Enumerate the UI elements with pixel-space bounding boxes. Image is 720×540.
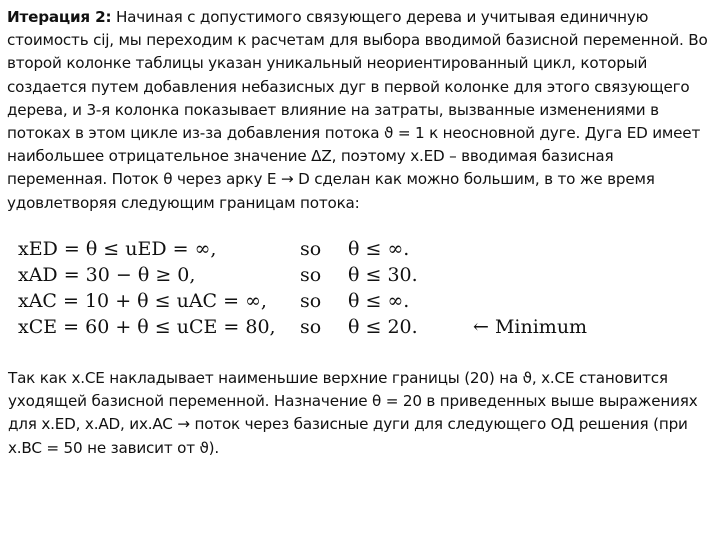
equation-bound: θ ≤ ∞. — [348, 290, 410, 312]
equation-so: so — [300, 238, 322, 260]
equation-bound: θ ≤ 20. — [348, 316, 418, 338]
equation-bound: θ ≤ 30. — [348, 264, 418, 286]
flow-bounds-equations — [18, 238, 658, 348]
equation-expression: xAD = 30 − θ ≥ 0, — [18, 264, 196, 286]
equation-row-ad — [18, 264, 658, 290]
equation-expression: xAC = 10 + θ ≤ uAC = ∞, — [18, 290, 267, 312]
paragraph-iteration-2 — [7, 6, 713, 215]
equation-row-ac — [18, 290, 658, 316]
iteration-heading: Итерация 2: — [7, 8, 112, 26]
equation-row-ce — [18, 316, 658, 342]
equation-so: so — [300, 290, 322, 312]
paragraph-1-text: Начиная с допустимого связующего дерева и учитывая единичную стоимость cij, мы переходим к расчетам для выбора вводимой базисной переменной. Во второй колонке таблицы указан уникальный неориентированный цикл, который создается путем добавления небазисных дуг в первой колонке для этого связующего дерева, и 3-я колонка показывает влияние на затраты, вызванные изменениями в потоках в этом цикле из-за добавления потока ϑ = 1 к неосновной дуге. Дуга ED имеет наибольшее отрицательное значение ΔZ, поэтому x.ED – вводимая базисная переменная. Поток θ через арку E → D сделан как можно большим, в то же время удовлетворяя следующим границам потока: — [7, 8, 708, 212]
equation-so: so — [300, 316, 322, 338]
minimum-arrow-note: ← Minimum — [473, 316, 588, 338]
equation-so: so — [300, 264, 322, 286]
equation-row-ed — [18, 238, 658, 264]
equation-bound: θ ≤ ∞. — [348, 238, 410, 260]
equation-expression: xED = θ ≤ uED = ∞, — [18, 238, 217, 260]
equation-expression: xCE = 60 + θ ≤ uCE = 80, — [18, 316, 276, 338]
paragraph-conclusion: Так как x.CE накладывает наименьшие верхние границы (20) на ϑ, x.CE становится уходящей базисной переменной. Назначение θ = 20 в приведенных выше выражениях для x.ED, x.AD, иx.AC → поток через базисные дуги для следующего ОД решения (при x.BC = 50 не зависит от ϑ). — [8, 369, 698, 457]
